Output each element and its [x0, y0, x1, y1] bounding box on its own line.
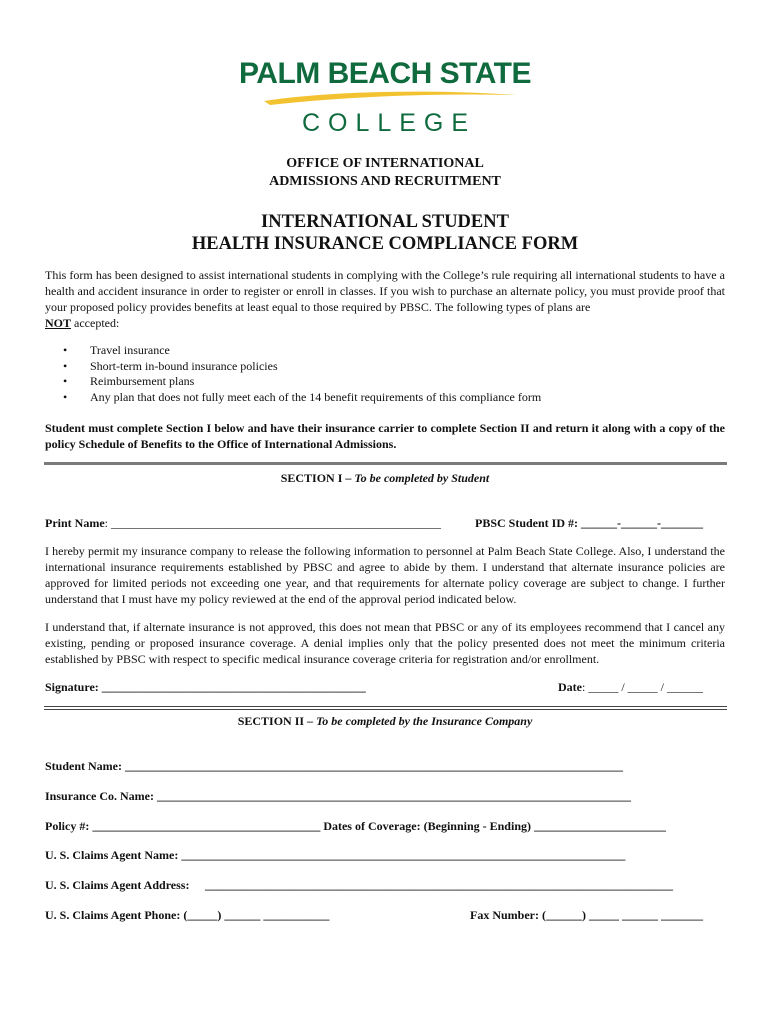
signature-field[interactable]: Signature: ____________________________________________ [45, 680, 366, 694]
agent-address-row [45, 877, 725, 893]
date-label: Date [557, 680, 582, 694]
section-divider [44, 462, 727, 465]
logo-name-line: PALM BEACH STATE [239, 57, 531, 90]
section-1-subtitle: To be completed by Student [354, 471, 490, 485]
policy-coverage-field[interactable]: Policy #: ______________________________________ Dates of Coverage: (Beginning - Ending) ______________________ [45, 819, 666, 833]
print-name-label: Print Name [45, 516, 105, 530]
office-heading-line-1: OFFICE OF INTERNATIONAL [286, 156, 484, 171]
date-field[interactable] [558, 679, 703, 695]
section-2-heading [0, 713, 770, 729]
agent-name-field[interactable]: U. S. Claims Agent Name: __________________________________________________________________________ [45, 848, 626, 862]
list-item: • Reimbursement plans [62, 374, 541, 390]
date-line[interactable]: : _____ / _____ / ______ [581, 680, 703, 694]
agent-phone-field[interactable]: U. S. Claims Agent Phone: (_____) ______ ___________ [45, 908, 330, 922]
not-emphasis: NOT [45, 316, 72, 330]
section-2-label: SECTION II – [237, 714, 317, 728]
insurance-co-field[interactable]: Insurance Co. Name: _______________________________________________________________________________ [45, 789, 631, 803]
logo-swoosh-graphic [260, 89, 520, 107]
logo-college-line: COLLEGE [301, 109, 477, 137]
intro-text: This form has been designed to assist international students in complying with the College’s rule requiring all international students to have a health and accident insurance in order to register or enroll in classes. If you wish to purchase an alternate policy, you must provide proof that your proposed policy provides benefits at least equal to those required by PBSC. The following types of plans are [45, 268, 725, 314]
form-title [0, 211, 770, 255]
not-accepted-list [62, 343, 541, 405]
college-logo [222, 56, 548, 142]
understanding-paragraph: I understand that, if alternate insurance is not approved, this does not mean that PBSC or any of its employees recommend that I cancel any existing, pending or proposed insurance coverage. A denial implies only that the policy presented does not meet the minimum criteria established by PBSC with respect to specific medical insurance coverage criteria for registration and/or enrollment. [45, 620, 725, 666]
instruction-note: Student must complete Section I below and have their insurance carrier to complete Section II and return it along with a copy of the policy Schedule of Benefits to the Office of International Admissions. [45, 421, 725, 451]
print-name-row [45, 515, 725, 531]
student-id-field[interactable]: PBSC Student ID #: ______-______-_______ [474, 516, 703, 530]
agent-address-label: U. S. Claims Agent Address: [45, 878, 190, 892]
print-name-field[interactable]: : _______________________________________________________ [104, 516, 441, 530]
section-1-label: SECTION I – [280, 471, 355, 485]
agent-address-field[interactable]: ______________________________________________________________________________ [205, 878, 673, 892]
form-title-line-1: INTERNATIONAL STUDENT [261, 212, 509, 232]
section-1-heading [0, 470, 770, 486]
intro-paragraph [45, 267, 725, 331]
list-item: • Travel insurance [62, 343, 541, 359]
signature-row [45, 679, 725, 695]
section-divider [44, 706, 727, 710]
list-item: • Any plan that does not fully meet each of the 14 benefit requirements of this compliance form [62, 390, 541, 406]
list-item: • Short-term in-bound insurance policies [62, 359, 541, 375]
student-name-field[interactable]: Student Name: ___________________________________________________________________________________ [45, 759, 623, 773]
section-2-subtitle: To be completed by the Insurance Company [316, 714, 533, 728]
form-title-line-2: HEALTH INSURANCE COMPLIANCE FORM [191, 234, 579, 254]
intro-tail: accepted: [71, 316, 120, 330]
permission-paragraph: I hereby permit my insurance company to release the following information to personnel at Palm Beach State College. Also, I understand the international insurance requirements established by PBSC and agree to abide by them. I understand that alternate insurance policies are approved for limited periods not exceeding one year, and that requirements for alternate policy coverage are subject to change. I further understand that I must have my policy reviewed at the end of the approval period indicated below. [45, 544, 725, 606]
office-heading-line-2: ADMISSIONS AND RECRUITMENT [269, 174, 501, 189]
fax-number-field[interactable]: Fax Number: (______) _____ ______ _______ [470, 908, 703, 922]
agent-phone-row [45, 907, 725, 923]
office-heading [0, 155, 770, 191]
